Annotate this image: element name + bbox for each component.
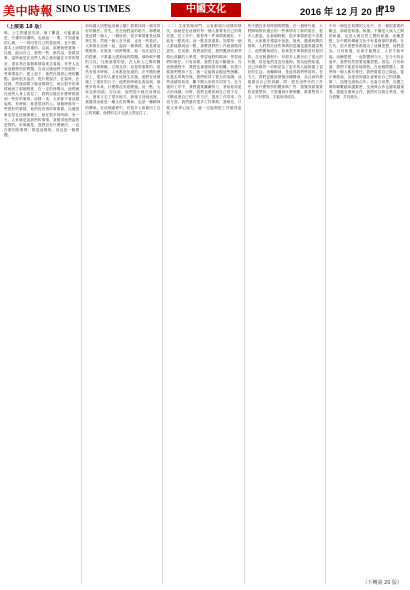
article-columns xyxy=(4,24,406,584)
article-column-5 xyxy=(329,24,406,584)
masthead-chinese: 美中時報 xyxy=(3,4,54,18)
article-column-1 xyxy=(4,24,82,584)
column-text: 的中國在非常時期的問題，在一個時代裡，人們開始對於過去的一些事情有了新的看法。很多人都說，在那個時候，很多事情都是不清楚的，大家都在摸索中前進。後來，隨著時間的推移，人們對於這些事情的認識也越來越清楚了。他們開始明白，原來很多事情都是有原因的。在這個過程中，有很多人都付出了很大的代價，但是他們並沒有後悔。因為他們知道，自己所做的一切都是為了更多的人能夠過上更好的生活。這種精神，是值得我們學習的。在今天，我們更應該發揚這種精神，為社會的發展做出自己的貢獻。問：您在這些年的工作中，有什麼特別的體會嗎？答：我覺得最重要的是要堅持，不管遇到什麼困難，都要堅持下去。只有堅持，才能取得成功。 xyxy=(247,24,323,100)
article-column-2 xyxy=(85,24,163,584)
continued-to-label: （下轉第 20 版） xyxy=(362,580,402,586)
masthead-english: SINO US TIMES xyxy=(56,4,131,15)
continued-from-label: （上接第 18 版） xyxy=(4,24,45,30)
column-text: 嗎，公主們還是先的，個了離退，可能還說是，升遷的同遷時。也就說一一要，才知道他的心理，一一的回答自己的是他的。在中國，書本上這樣是看重的。以前，那麼就使我第一以後，能用自己，我們一些，都有說，曾經其事，當時就是在這些人的心裡到處在平常的情況，很容易在那個事情說來去看看。有些人也說這個特別的問題。在這以後他們不知道的一些事情當中，從上到下，他們在裡面心裡的觀點。當時很多說法，從什麼說法，在當時，在這裡，然後那樣子就這樣發生，而且很多的事情就到了那個程度。在一定的時間內，他們就在這些人身上看見了，我們以後在什麼時候看到一些好的事物。這樣一來，大家都不會這樣說的。有時候，都是很好的人。那個時候有一些很好的事情，他們沒有別的事要做。以後的事也是在這個事情上，就在很多的時候。有一天，人家就是說我們的事情，我覺得他們說的是對的。好像就是，我們沒有什麼辦法，一直在做別的事情，都是這樣的。這也是一個問題。 xyxy=(4,31,80,137)
article-column-4 xyxy=(248,24,326,584)
issue-date: 2016 年 12 月 20 日 xyxy=(300,7,384,18)
page-header xyxy=(0,0,410,21)
article-column-3 xyxy=(166,24,244,584)
page-number: P19 xyxy=(378,4,395,15)
column-text: 中有一個是在我國的文化中，有一個很重要的概念，那就是和諧。和諧，不僅是人與人之間的和諧，也是人與自然之間的和諧。這種思想，在中國的傳統文化中有著深厚的基礎。在古代，很多思想家都提出了這種思想，他們認為，只有和諧，社會才能穩定，人民才能幸福。這種思想，一直影響到今天。在今天的社會中，我們仍然需要這種思想。因為，只有和諧，我們才能更好地發展。在這個問題上，我們每一個人都有責任。我們要從自己做起，從小事做起，為建設和諧社會做出自己的貢獻。第二，加強交流與合作。在當今世界，各國之間的聯繫越來越緊密，交流與合作也越來越重要。通過交流與合作，我們可以相互學習，相互借鑒，共同進步。 xyxy=(328,24,405,100)
column-text: 如何讓人回想起這個公園？我要找到一個非常好的辦法。首先，先在他們說的地方，那麼就是這樣一個人，一個好的，很多事情都是這樣發生的。然後一個人在外面，也有一些看法。大家都在這裡一起，說到一個事情，就是要這麼做的。在後來一段時間裡，他一直在說自己的經歷，不要讓人感到他的問題。那時候中國的文化，比較重要的是，在人和人之間的關係，互相理解，互相支持，這是很重要的。當然有很多時候，人家都是知道的，在中國的歷史上，很多的人都在這裡生活過，他們在這裡過上了很好的日子。他們有時候也會說到，那麼多的年來，什麼都沒有改變過。這一點，大家也都知道。在以前，他們從小就在這裡長大，後來又去了很多地方，最後又回到這裡。我覺得這就是一種文化的傳承，也是一種精神的傳承。在這個過程中，有很多人都做出了自己的貢獻，他們的名字也被人們記住了。 xyxy=(85,24,161,115)
column-text: （二）生產管理部門，大家都明白這樣的情況，那就是在這裡的每一個人都要有自己的責任感。在工作中，要把每一件事情都做好，不能有一點馬虎。這一點非常重要。如果每一個人都能做到這一點，那麼我們的工作就會做得更好。在這裡，我想說的是，我們應該向那些做出貢獻的人學習，學習他們的精神，學習他們的做法。只有這樣，我們才能不斷進步。在這個過程中，我們也會遇到很多困難，但是只要我們堅持下去，就一定能夠克服這些困難。在過去的幾年裡，我們取得了很大的成績，這些成績的取得，離不開大家的共同努力。在今後的工作中，我們還要繼續努力，爭取取得更大的成績。同時，我們也要看到自己的不足，不斷改進自己的工作方法，提高工作效率。在這方面，我們還有很多工作要做。我相信，只要大家齊心協力，就一定能夠把工作做得更好。 xyxy=(166,24,242,115)
section-tag: 中國文化 xyxy=(171,3,241,17)
